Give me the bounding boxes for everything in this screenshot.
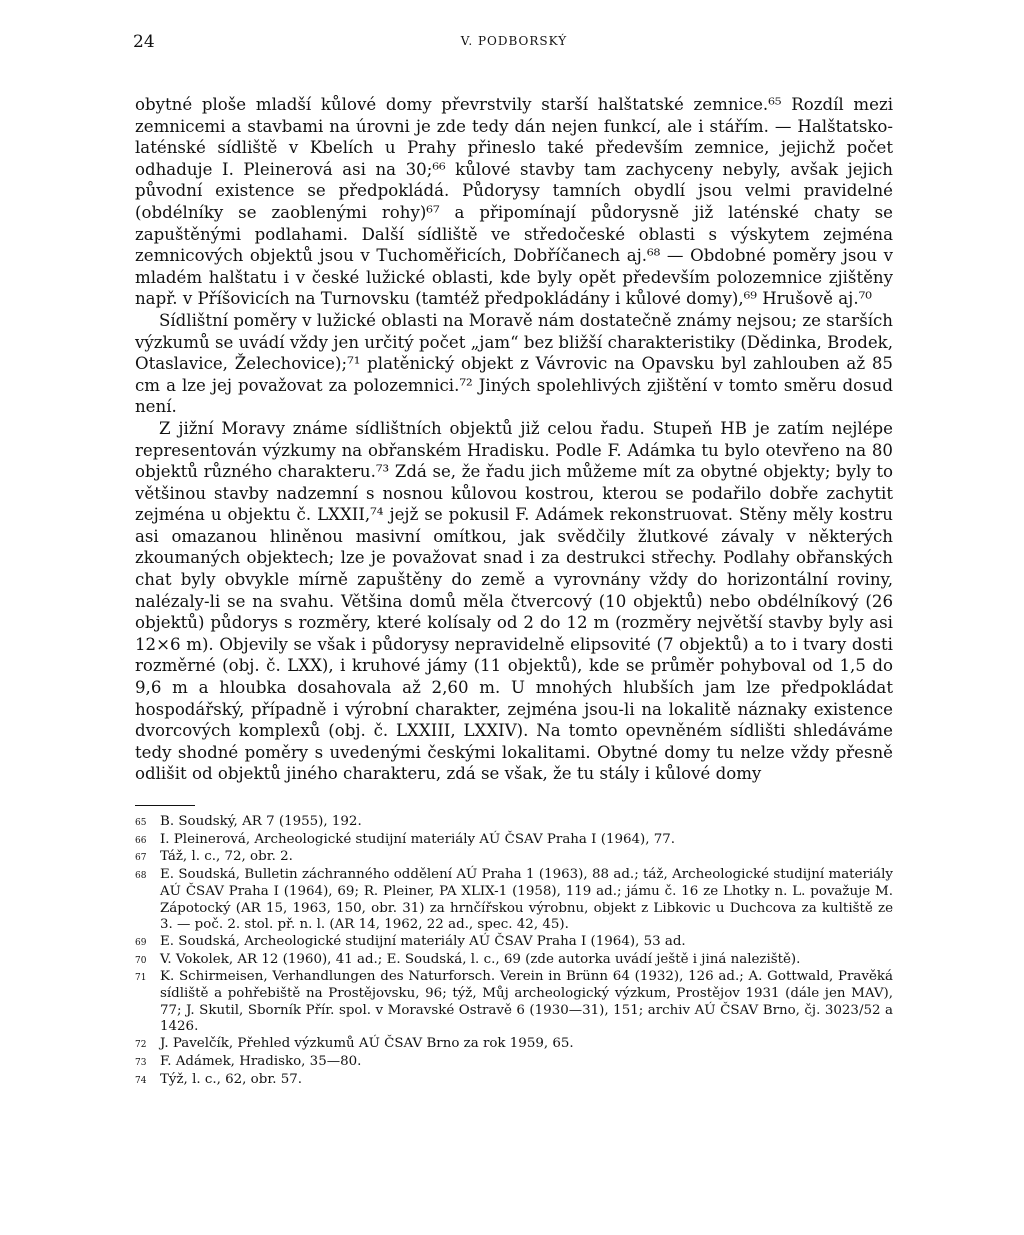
footnote-divider — [135, 805, 195, 806]
footnote-text: I. Pleinerová, Archeologické studijní materiály AÚ ČSAV Praha I (1964), 77. — [160, 831, 676, 847]
footnote-number: 70 — [135, 955, 147, 966]
footnote — [135, 814, 893, 832]
footnote-text: V. Vokolek, AR 12 (1960), 41 ad.; E. Soudská, l. c., 69 (zde autorka uvádí ještě i jiná naleziště). — [160, 951, 801, 967]
footnote-text: Táž, l. c., 72, obr. 2. — [160, 849, 293, 865]
footnote — [135, 969, 893, 1036]
footnote — [135, 832, 893, 850]
footnote-text: J. Pavelčík, Přehled výzkumů AÚ ČSAV Brno za rok 1959, 65. — [160, 1036, 574, 1052]
footnote-text: F. Adámek, Hradisko, 35—80. — [160, 1053, 362, 1069]
footnote — [135, 1036, 893, 1054]
footnote-number: 73 — [135, 1057, 147, 1068]
footnote-text: E. Soudská, Archeologické studijní materiály AÚ ČSAV Praha I (1964), 53 ad. — [160, 933, 686, 949]
footnote-text: K. Schirmeisen, Verhandlungen des Naturforsch. Verein in Brünn 64 (1932), 126 ad.; A. Gottwald, Pravěká sídliště a pohřebiště na Prostějovsku, 96; týž, Můj archeologický výzkum, Prostějov 1931 (dále jen MAV), 77; J. Skutil, Sborník Přír. spol. v Moravské Ostravě 6 (1930—31), 151; archiv AÚ ČSAV Brno, čj. 3023/52 a 1426. — [160, 969, 893, 1035]
footnote-text: B. Soudský, AR 7 (1955), 192. — [160, 814, 362, 829]
page-header — [135, 28, 893, 58]
footnote-number: 66 — [135, 835, 147, 846]
footnote — [135, 1072, 893, 1090]
footnote-number: 74 — [135, 1075, 147, 1086]
footnote — [135, 867, 893, 934]
page-number: 24 — [133, 32, 155, 52]
running-title: V. PODBORSKÝ — [460, 34, 568, 48]
footnote-text: Týž, l. c., 62, obr. 57. — [160, 1071, 303, 1087]
paragraph: Sídlištní poměry v lužické oblasti na Moravě nám dostatečně známy nejsou; ze starších výzkumů se uvádí vždy jen určitý počet „jam“ bez bližší charakteristiky (Dědinka, Brodek, Otaslavice, Želechovice);⁷¹ platěnický objekt z Vávrovic na Opavsku byl zahlouben až 85 cm a lze jej považovat za polozemnici.⁷² Jiných spolehlivých zjištění v tomto směru dosud není. — [135, 310, 893, 417]
body-text — [135, 94, 893, 785]
footnote-number: 65 — [135, 818, 147, 828]
footnote — [135, 849, 893, 867]
footnote-text: E. Soudská, Bulletin záchranného oddělení AÚ Praha 1 (1963), 88 ad.; táž, Archeologické studijní materiály AÚ ČSAV Praha I (1964), 69; R. Pleiner, PA XLIX-1 (1958), 119 ad.; jámu č. 16 ze Lhotky n. L. považuje M. Zápotocký (AR 15, 1963, 150, obr. 31) za hrnčířskou výrobnu, objekt z Libkovic u Duchcova za kultiště ze 3. — poč. 2. stol. př. n. l. (AR 14, 1962, 22 ad., spec. 42, 45). — [160, 867, 893, 933]
footnote-number: 68 — [135, 871, 147, 882]
footnote — [135, 952, 893, 970]
footnote — [135, 934, 893, 952]
footnote — [135, 1054, 893, 1072]
footnotes — [135, 814, 893, 1089]
paragraph: Z jižní Moravy známe sídlištních objektů již celou řadu. Stupeň HB je zatím nejlépe representován výzkumy na obřanském Hradisku. Podle F. Adámka tu bylo otevřeno na 80 objektů různého charakteru.⁷³ Zdá se, že řadu jich můžeme mít za obytné objekty; byly to většinou stavby nadzemní s nosnou kůlovou kostrou, kterou se podařilo dobře zachytit zejména u objektu č. LXXII,⁷⁴ jejž se pokusil F. Adámek rekonstruovat. Stěny měly kostru asi omazanou hliněnou masivní omítkou, jak svědčily žlutkové závaly v některých zkoumaných objektech; lze je považovat snad i za destrukci střechy. Podlahy obřanských chat byly obvykle mírně zapuštěny do země a vyrovnány vždy do horizontální roviny, nalézaly-li se na svahu. Většina domů měla čtvercový (10 objektů) nebo obdélníkový (26 objektů) půdorys s rozměry, které kolísaly od 2 do 12 m (rozměry největší stavby byly asi 12×6 m). Objevily se však i půdorysy nepravidelně elipsovité (7 objektů) a to i tvary dosti rozměrné (obj. č. LXX), i kruhové jámy (11 objektů), kde se průměr pohyboval od 1,5 do 9,6 m a hloubka dosahovala až 2,60 m. U mnohých hlubších jam lze předpokládat hospodářský, případně i výrobní charakter, zejména jsou-li na lokalitě náznaky existence dvorcových komplexů (obj. č. LXXIII, LXXIV). Na tomto opevněném sídlišti shledáváme tedy shodné poměry s uvedenými českými lokalitami. Obytné domy tu nelze vždy přesně odlišit od objektů jiného charakteru, zdá se však, že tu stály i kůlové domy — [135, 418, 893, 784]
footnote-number: 67 — [135, 853, 147, 864]
footnote-number: 72 — [135, 1040, 147, 1051]
footnote-number: 69 — [135, 937, 147, 948]
paragraph: obytné ploše mladší kůlové domy převrstvily starší halštatské zemnice.⁶⁵ Rozdíl mezi zemnicemi a stavbami na úrovni je zde tedy dán nejen funkcí, ale i stářím. — Halštatsko-laténské sídliště v Kbelích u Prahy přineslo také především zemnice, jejichž počet odhaduje I. Pleinerová asi na 30;⁶⁶ kůlové stavby tam zachyceny nebyly, avšak jejich původní existence se předpokládá. Půdorysy tamních obydlí jsou velmi pravidelné (obdélníky se zaoblenými rohy)⁶⁷ a připomínají půdorysně již laténské chaty se zapuštěnými podlahami. Další sídliště ve středočeské oblasti s výskytem zejména zemnicových objektů jsou v Tuchoměřicích, Dobříčanech aj.⁶⁸ — Obdobné poměry jsou v mladém halštatu i v české lužické oblasti, kde byly opět především polozemnice zjištěny např. v Příšovicích na Turnovsku (tamtéž předpokládány i kůlové domy),⁶⁹ Hrušově aj.⁷⁰ — [135, 95, 893, 309]
document-page — [135, 28, 893, 1089]
footnote-number: 71 — [135, 973, 147, 984]
